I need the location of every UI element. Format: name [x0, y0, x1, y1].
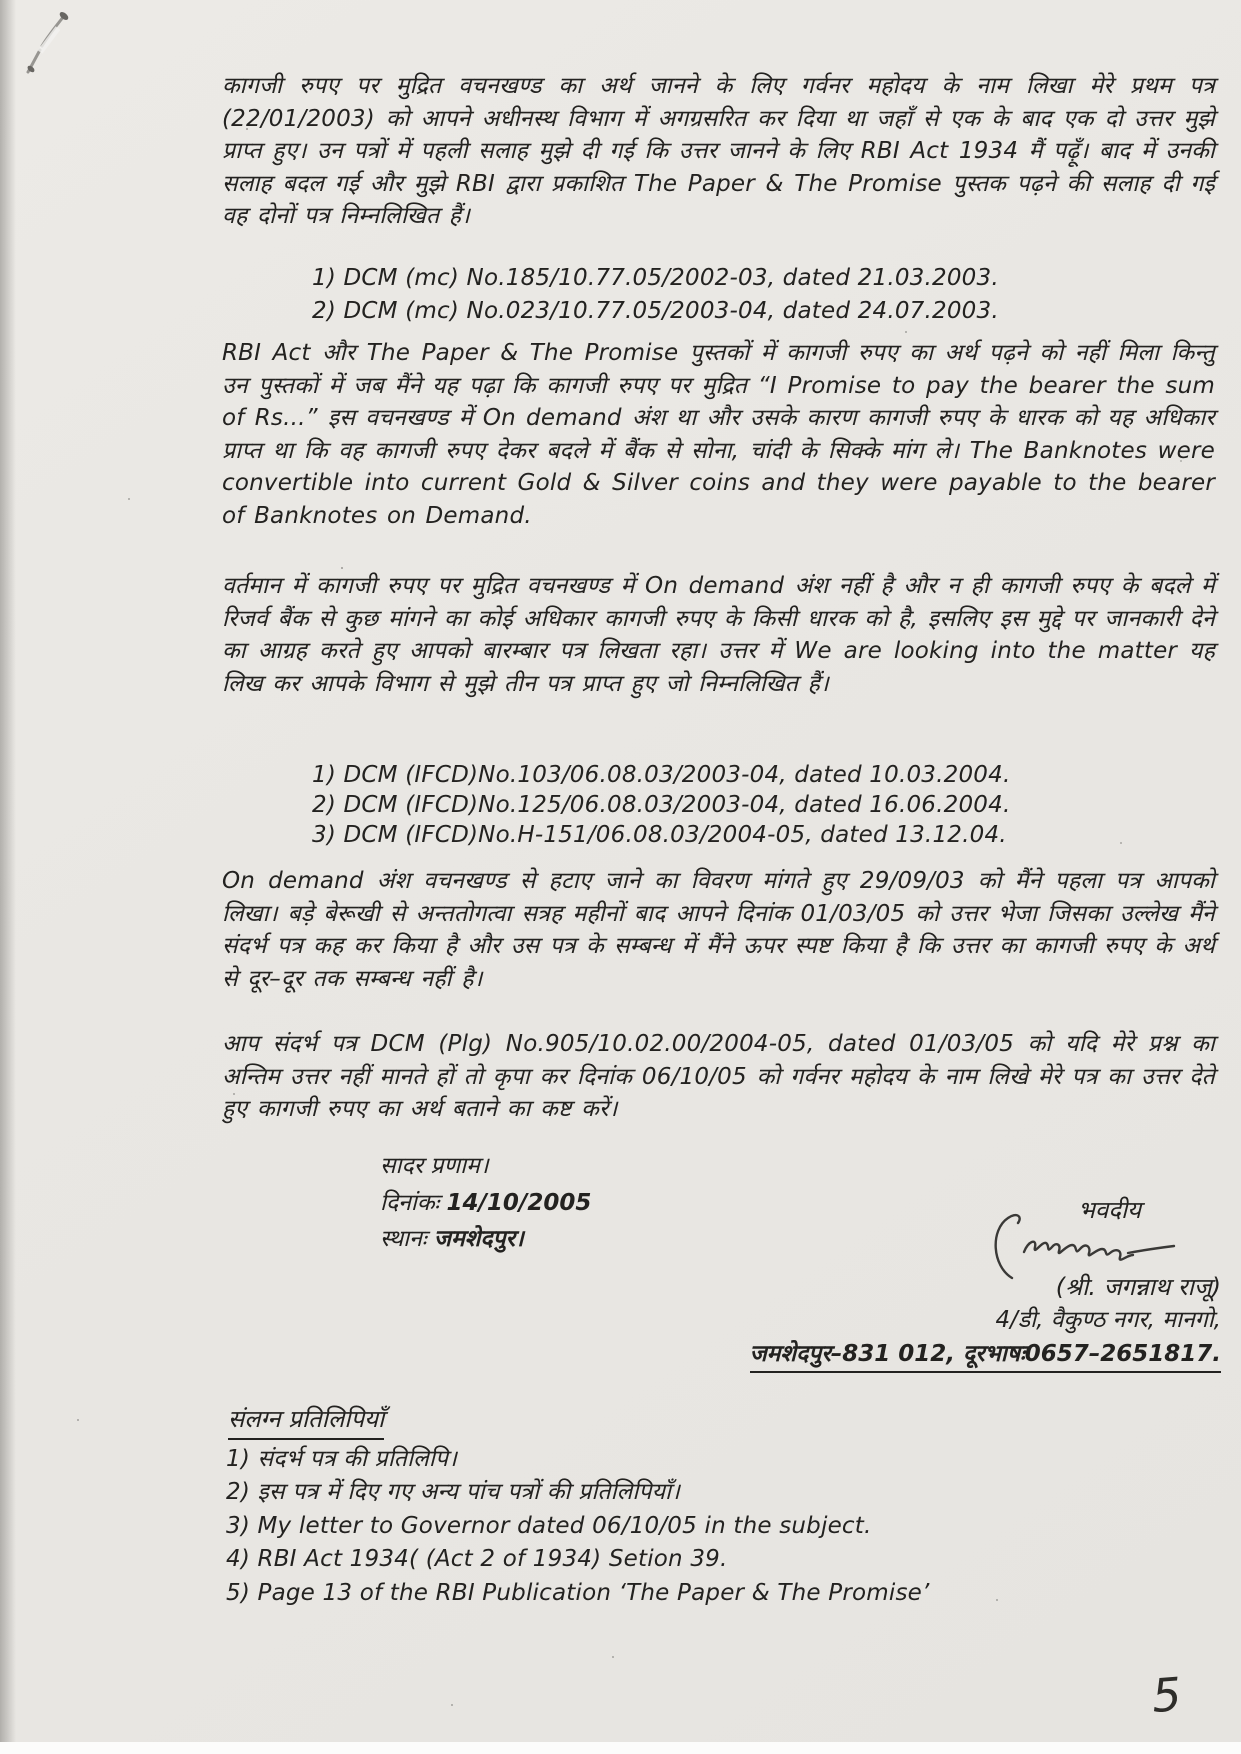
place-value: जमशेदपुर। — [433, 1226, 524, 1252]
closing-place-line — [380, 1221, 591, 1258]
date-value: 14/10/2005 — [446, 1189, 592, 1216]
enclosure-item: 3) My letter to Governor dated 06/10/05 in the subject. — [226, 1512, 872, 1539]
scan-left-edge-shadow — [0, 0, 16, 1742]
scan-bottom-strip — [0, 1742, 1241, 1754]
valediction-text: भवदीय — [1078, 1196, 1142, 1224]
letter-paragraph-4: On demand अंश वचनखण्ड से हटाए जाने का विवरण मांगते हुए 29/09/03 को मैंने पहला पत्र आपको लिखा। बड़े बेरूखी से अन्ततोगत्वा सत्रह महीनों बाद आपने दिनांक 01/03/05 को उत्तर भेजा जिसका उल्लेख मैंने संदर्भ पत्र कह कर किया है और उस पत्र के सम्बन्ध में मैंने ऊपर स्पष्ट किया है कि उत्तर का कागजी रुपए के अर्थ से दूर–दूर तक सम्बन्ध नहीं है। — [222, 868, 1215, 992]
enclosures-heading: संलग्न प्रतिलिपियाँ — [228, 1402, 384, 1440]
signatory-name: (श्री. जगन्नाथ राजू) — [1055, 1273, 1221, 1301]
enclosure-item: 4) RBI Act 1934( (Act 2 of 1934) Setion 39. — [226, 1546, 728, 1573]
enclosure-item: 1) संदर्भ पत्र की प्रतिलिपि। — [226, 1446, 458, 1472]
reference-item: 2) DCM (mc) No.023/10.77.05/2003-04, dated 24.07.2003. — [312, 298, 999, 324]
signatory-address: 4/डी, वैकुण्ठ नगर, मानगो, — [995, 1307, 1221, 1333]
reference-item: 2) DCM (IFCD)No.125/06.08.03/2003-04, dated 16.06.2004. — [312, 792, 1011, 818]
reference-item: 1) DCM (mc) No.185/10.77.05/2002-03, dated 21.03.2003. — [312, 265, 999, 291]
closing-date-line — [380, 1185, 591, 1222]
letter-paragraph-1: कागजी रुपए पर मुद्रित वचनखण्ड का अर्थ जानने के लिए गर्वनर महोदय के नाम लिखा मेरे प्रथम पत्र (22/01/2003) को आपने अधीनस्थ विभाग में अगग्रसरित कर दिया था जहाँ से एक के बाद एक दो उत्तर मुझे प्राप्त हुए। उन पत्रों में पहली सलाह मुझे दी गई कि उत्तर जानने के लिए RBI Act 1934 मैं पढ़ूँ। बाद में उनकी सलाह बदल गई और मुझे RBI द्वारा प्रकाशित The Paper & The Promise पुस्तक पढ़ने की सलाह दी गई वह दोनों पत्र निम्नलिखित हैं। — [222, 73, 1215, 230]
paper-specks — [0, 0, 2, 2]
reference-list-1 — [312, 262, 999, 328]
signatory-city-phone: जमशेदपुर–831 012, दूरभाषः0657–2651817. — [750, 1336, 1221, 1373]
enclosure-item: 5) Page 13 of the RBI Publication ‘The Paper & The Promise’ — [226, 1579, 930, 1606]
letter-paragraph-3: वर्तमान में कागजी रुपए पर मुद्रित वचनखण्ड में On demand अंश नहीं है और न ही कागजी रुपए के बदले में रिजर्व बैंक से कुछ मांगने का कोई अधिकार कागजी रुपए के किसी धारक को है, इसलिए इस मुद्दे पर जानकारी देने का आग्रह करते हुए आपको बारम्बार पत्र लिखता रहा। उत्तर में We are looking into the matter यह लिख कर आपके विभाग से मुझे तीन पत्र प्राप्त हुए जो निम्नलिखित हैं। — [222, 573, 1215, 697]
staple-scratch-mark — [22, 6, 84, 82]
letter-paragraph-5: आप संदर्भ पत्र DCM (Plg) No.905/10.02.00/2004-05, dated 01/03/05 को यदि मेरे प्रश्न का अन्तिम उत्तर नहीं मानते हों तो कृपा कर दिनांक 06/10/05 को गर्वनर महोदय के नाम लिखे मेरे पत्र का उत्तर देते हुए कागजी रुपए का अर्थ बताने का कष्ट करें। — [222, 1031, 1215, 1123]
letter-paragraph-2: RBI Act और The Paper & The Promise पुस्तकों में कागजी रुपए का अर्थ पढ़ने को नहीं मिला किन्तु उन पुस्तकों में जब मैंने यह पढ़ा कि कागजी रुपए पर मुद्रित “I Promise to pay the bearer the sum of Rs...” इस वचनखण्ड में On demand अंश था और उसके कारण कागजी रुपए के धारक को यह अधिकार प्राप्त था कि वह कागजी रुपए देकर बदले में बैंक से सोना, चांदी के सिक्के मांग ले। The Banknotes were convertible into current Gold & Silver coins and they were payable to the bearer of Banknotes on Demand. — [222, 340, 1215, 529]
enclosure-item: 2) इस पत्र में दिए गए अन्य पांच पत्रों की प्रतिलिपियाँ। — [226, 1479, 681, 1506]
closing-salutation: सादर प्रणाम। — [380, 1153, 489, 1179]
date-label: दिनांकः — [380, 1189, 440, 1216]
enclosures-list — [226, 1443, 930, 1610]
reference-list-2 — [312, 760, 1010, 850]
handwritten-page-number: 5 — [1150, 1667, 1184, 1723]
reference-item: 1) DCM (IFCD)No.103/06.08.03/2003-04, dated 10.03.2004. — [312, 762, 1011, 788]
closing-block — [380, 1148, 591, 1258]
place-label: स्थानः — [380, 1226, 427, 1252]
reference-item: 3) DCM (IFCD)No.H-151/06.08.03/2004-05, dated 13.12.04. — [312, 822, 1007, 848]
